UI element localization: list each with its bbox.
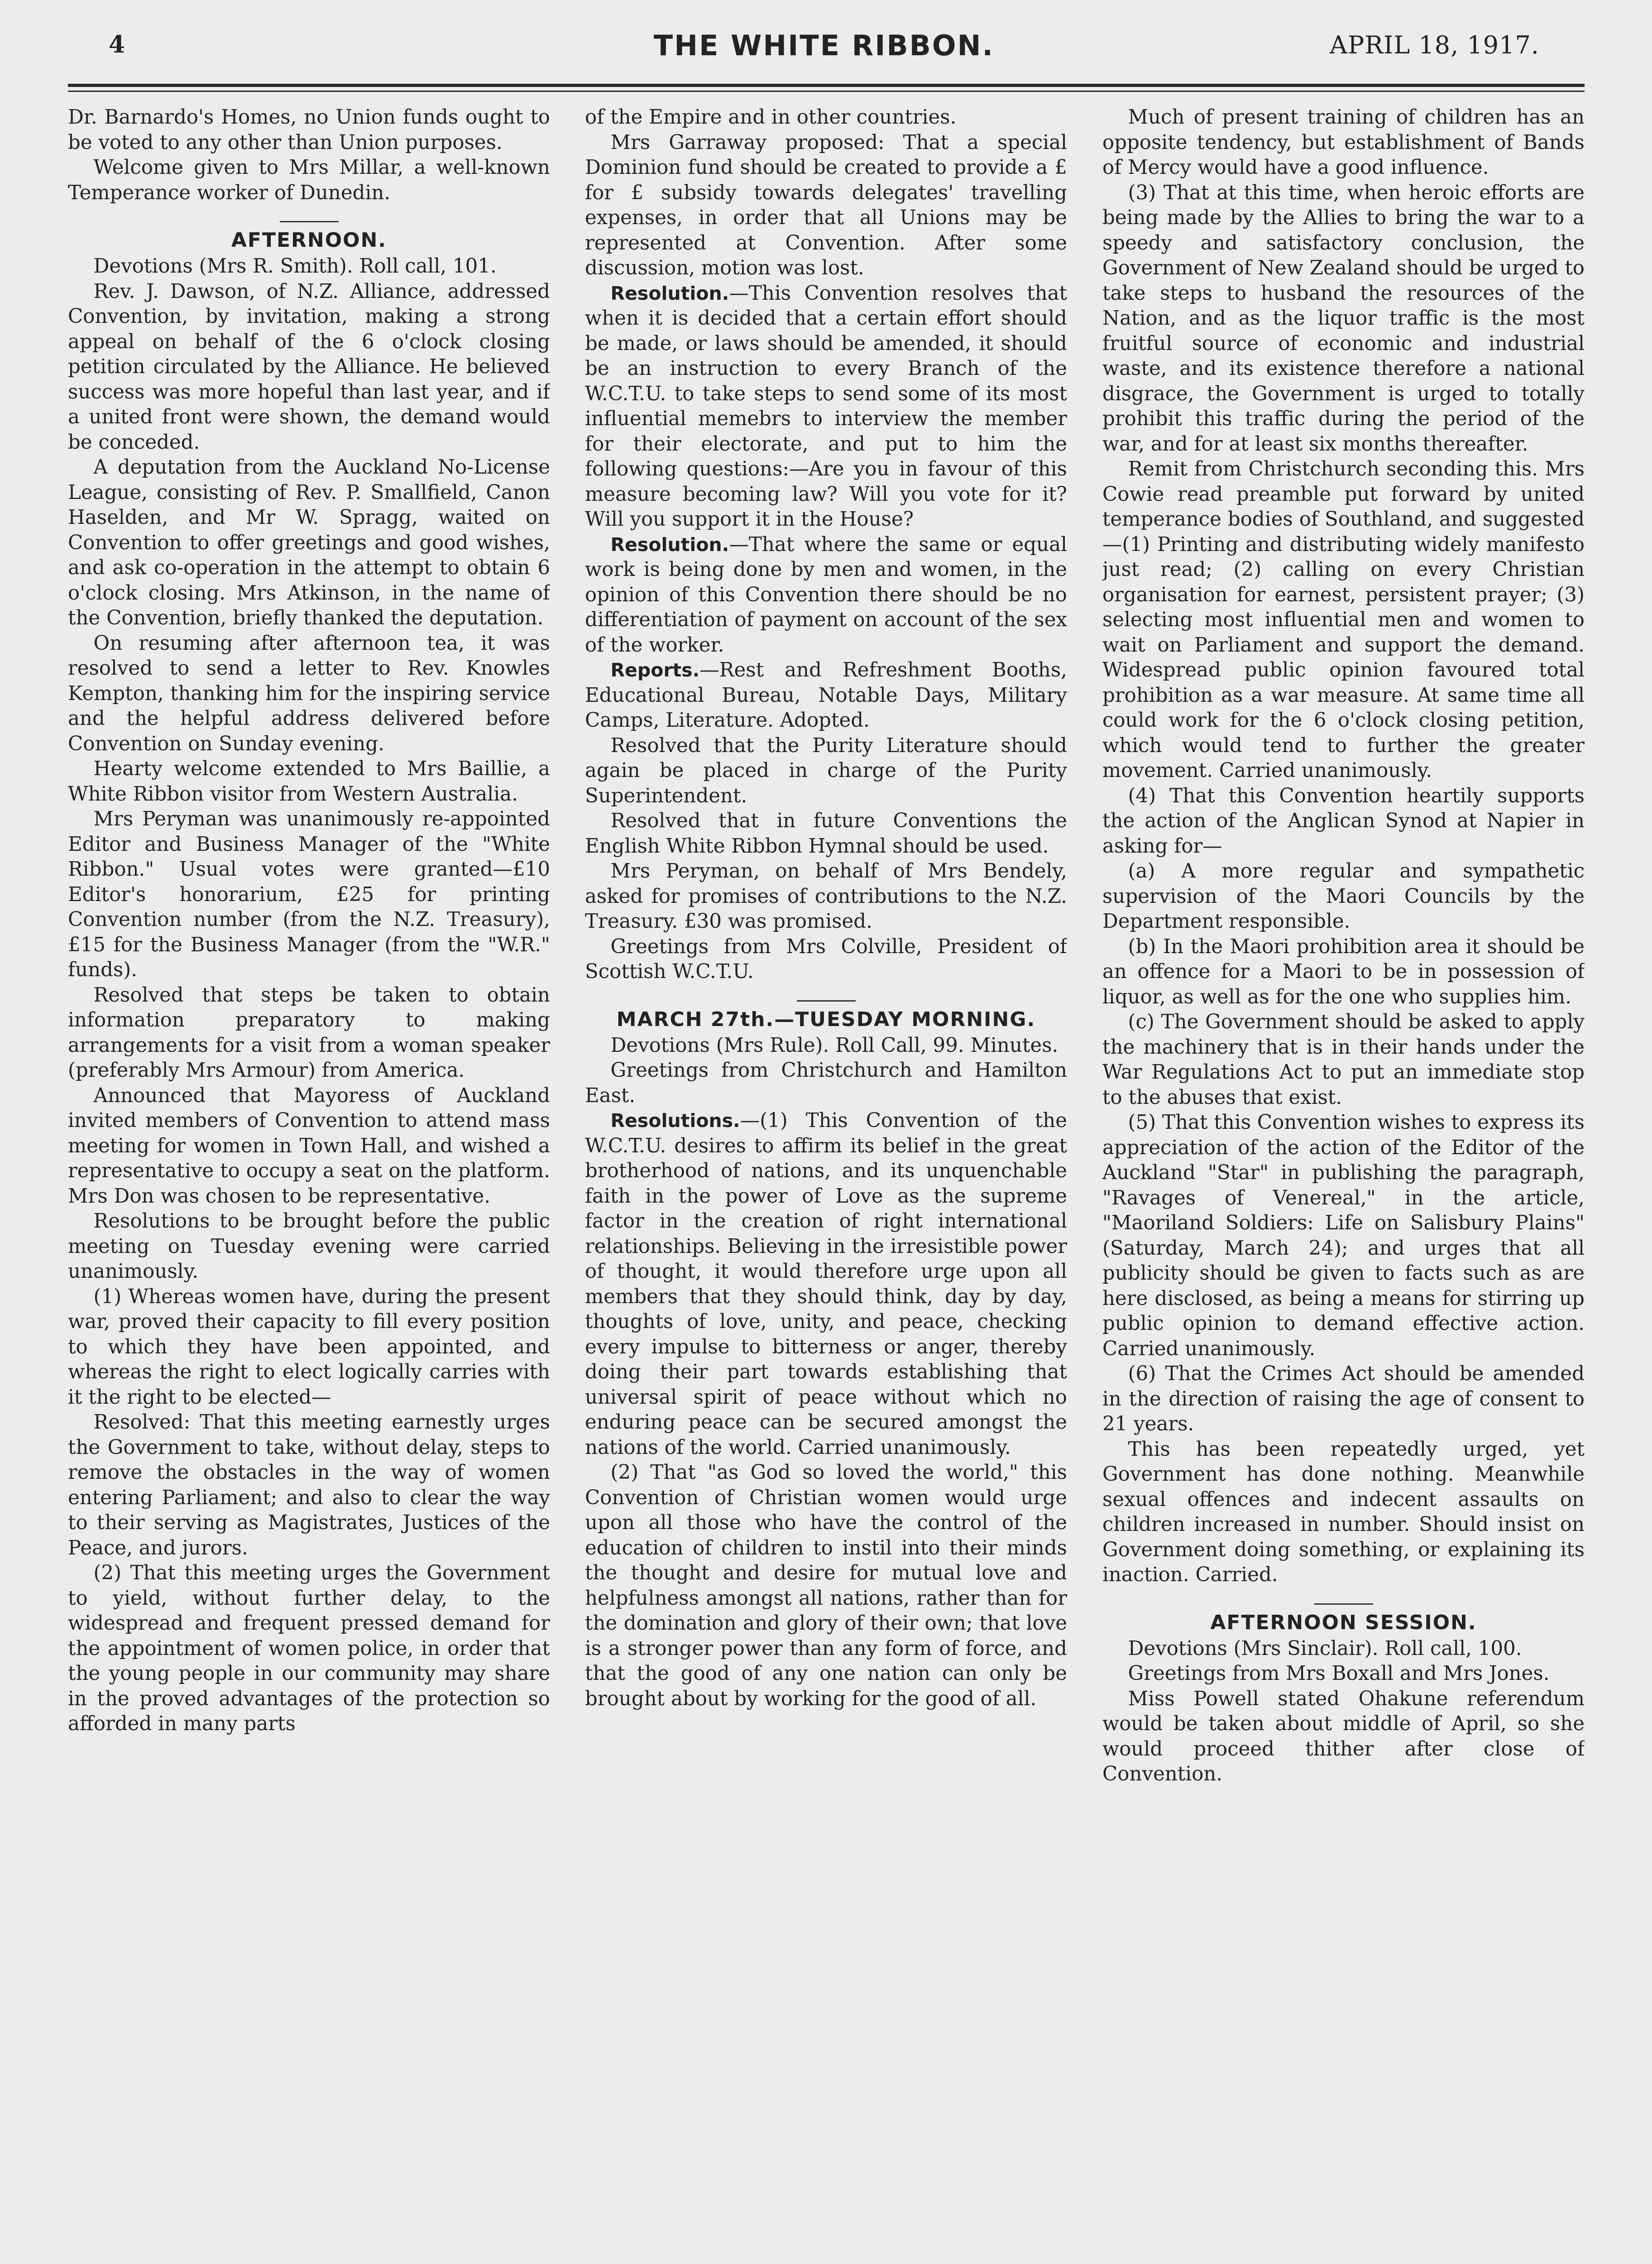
section-heading: AFTERNOON. xyxy=(231,229,387,252)
paragraph-text: Devotions (Mrs R. Smith). Roll call, 101. xyxy=(93,255,497,278)
paragraph-text: Devotions (Mrs Rule). Roll Call, 99. Minutes. xyxy=(610,1034,1058,1057)
paragraph xyxy=(1102,1362,1585,1437)
paragraph xyxy=(68,807,550,983)
paragraph xyxy=(68,757,550,807)
paragraph xyxy=(1102,784,1585,859)
section-divider xyxy=(1314,1603,1373,1605)
paragraph-text: (2) That "as God so loved the world," this Convention of Christian women would urge upon all those who have the control of the education of children to instil into their minds the thought and desire for mutual love and helpfulness amongst all nations, rather than for the domination and glory of their own; that love is a stronger power than any form of force, and that the good of any one nation can only be brought about by working for the good of all. xyxy=(585,1461,1067,1710)
paragraph-label: Resolution. xyxy=(610,282,729,304)
paragraph-text: Dr. Barnardo's Homes, no Union funds ought to be voted to any other than Union purposes. xyxy=(68,106,550,154)
column-3 xyxy=(1102,105,1585,2233)
paragraph-text: Announced that Mayoress of Auckland invited members of Convention to attend mass meeting for women in Town Hall, and wished a representative to occupy a seat on the platform. Mrs Don was chosen to be representative. xyxy=(68,1084,550,1208)
paragraph-text: (c) The Government should be asked to apply the machinery that is in their hands under the War Regulations Act to put an immediate stop to the abuses that exist. xyxy=(1102,1011,1585,1109)
paragraph xyxy=(585,130,1067,281)
paragraph xyxy=(1102,181,1585,457)
paragraph-text: Greetings from Christchurch and Hamilton East. xyxy=(585,1059,1067,1107)
paragraph xyxy=(585,859,1067,935)
paragraph xyxy=(1102,1437,1585,1588)
paragraph xyxy=(585,809,1067,859)
paragraph-text: —That where the same or equal work is being done by men and women, in the opinion of this Convention there should be no differentiation of payment on account of the sex of the worker. xyxy=(585,533,1067,657)
paragraph xyxy=(585,935,1067,985)
paragraph-text: Resolutions to be brought before the public meeting on Tuesday evening were carried unanimously. xyxy=(68,1210,550,1283)
paragraph-text: (1) Whereas women have, during the present war, proved their capacity to fill every position to which they have been appointed, and whereas the right to elect logically carries with it the right to be elected— xyxy=(68,1285,550,1409)
paragraph-text: Resolved that steps be taken to obtain information preparatory to making arrangements for a visit from a woman speaker (preferably Mrs Armour) from America. xyxy=(68,983,550,1082)
paragraph-text: Remit from Christchurch seconding this. Mrs Cowie read preamble put forward by united temperance bodies of Southland, and suggested—(1) Printing and distributing widely manifesto just read; (2) calling on every Christian organisation for earnest, persistent prayer; (3) selecting most influential men and women to wait on Parliament and support the demand. Widespread public opinion favoured total prohibition as a war measure. At same time all could work for the 6 o'clock closing petition, which would tend to further the greater movement. Carried unanimously. xyxy=(1102,458,1585,782)
paragraph xyxy=(585,1108,1067,1460)
paragraph-text: Resolved: That this meeting earnestly urges the Government to take, without delay, steps to remove the obstacles in the way of women entering Parliament; and also to clear the way to their serving as Magistrates, Justices of the Peace, and jurors. xyxy=(68,1411,550,1559)
header-rule-thick xyxy=(68,84,1585,87)
paragraph xyxy=(68,279,550,456)
issue-date: APRIL 18, 1917. xyxy=(1330,31,1539,59)
paragraph-text: (b) In the Maori prohibition area it should be an offence for a Maori to be in possession of liquor, as well as for the one who supplies him. xyxy=(1102,935,1585,1008)
paragraph-text: (6) That the Crimes Act should be amended in the direction of raising the age of consent to 21 years. xyxy=(1102,1362,1585,1435)
paragraph-text: Miss Powell stated Ohakune referendum would be taken about middle of April, so she would proceed thither after close of Convention. xyxy=(1102,1687,1585,1785)
paragraph-text: (4) That this Convention heartily supports the action of the Anglican Synod at Napier in asking for— xyxy=(1102,784,1585,858)
paragraph xyxy=(585,281,1067,532)
paragraph-text: Mrs Peryman, on behalf of Mrs Bendely, asked for promises of contributions to the N.Z. Treasury. £30 was promised. xyxy=(585,860,1067,933)
paragraph xyxy=(585,105,1067,130)
column-1 xyxy=(68,105,550,2233)
paragraph xyxy=(1102,1687,1585,1787)
paragraph-label: Resolutions. xyxy=(610,1110,740,1132)
paragraph xyxy=(68,155,550,206)
paragraph-text: Devotions (Mrs Sinclair). Roll call, 100. xyxy=(1128,1637,1522,1660)
paragraph xyxy=(1102,859,1585,935)
paragraph-text: (a) A more regular and sympathetic supervision of the Maori Councils by the Department responsible. xyxy=(1102,860,1585,933)
paragraph xyxy=(68,455,550,631)
section-divider xyxy=(797,1000,856,1002)
paragraph xyxy=(585,532,1067,658)
paragraph-text: —This Convention resolves that when it is decided that a certain effort should be made, or laws should be amended, it should be an instruction to every Branch of the W.C.T.U. to take steps to send some of its most influential memebrs to interview the member for their electorate, and put to him the following questions:—Are you in favour of this measure becoming law? Will you vote for it? Will you support it in the House? xyxy=(585,282,1067,531)
paragraph xyxy=(1102,1010,1585,1110)
paragraph xyxy=(585,658,1067,734)
paragraph-text: (2) That this meeting urges the Government to yield, without further delay, to the widespread and frequent pressed demand for the appointment of women police, in order that the young people in our community may share in the proved advantages of the protection so afforded in many parts xyxy=(68,1562,550,1735)
paragraph-text: Resolved that in future Conventions the English White Ribbon Hymnal should be used. xyxy=(585,810,1067,858)
paragraph-label: Reports. xyxy=(610,659,700,681)
paragraph-text: On resuming after afternoon tea, it was resolved to send a letter to Rev. Knowles Kempton, thanking him for the inspiring service and the helpful address delivered before Convention on Sunday evening. xyxy=(68,632,550,755)
paragraph-text: —(1) This Convention of the W.C.T.U. desires to affirm its belief in the great brotherhood of nations, and its unquenchable faith in the power of Love as the supreme factor in the creation of right international relationships. Believing in the irresistible power of thought, it would therefore urge upon all members that they should think, day by day, thoughts of love, unity, and peace, checking every impulse to bitterness or anger, thereby doing their part towards establishing that universal spirit of peace without which no enduring peace can be secured amongst the nations of the world. Carried unanimously. xyxy=(585,1109,1067,1459)
paragraph-text: Mrs Garraway proposed: That a special Dominion fund should be created to provide a £ for £ subsidy towards delegates' travelling expenses, in order that all Unions may be represented at Convention. After some discussion, motion was lost. xyxy=(585,131,1067,279)
paragraph xyxy=(1102,105,1585,181)
paragraph-text: (3) That at this time, when heroic efforts are being made by the Allies to bring the war to a speedy and satisfactory conclusion, the Government of New Zealand should be urged to take steps to husband the resources of the Nation, and as the liquor traffic is the most fruitful source of economic and industrial waste, and its existence therefore a national disgrace, the Government is urged to totally prohibit this traffic during the period of the war, and for at least six months thereafter. xyxy=(1102,181,1585,456)
paragraph xyxy=(68,983,550,1084)
paragraph-text: Mrs Peryman was unanimously re-appointed Editor and Business Manager of the "White Ribbon." Usual votes were granted—£10 Editor's honorarium, £25 for printing Convention number (from the N.Z. Treasury), £15 for the Business Manager (from the "W.R." funds). xyxy=(68,808,550,981)
paragraph-text: A deputation from the Auckland No-License League, consisting of Rev. P. Smallfield, Canon Haselden, and Mr W. Spragg, waited on Convention to offer greetings and good wishes, and ask co-operation in the attempt to obtain 6 o'clock closing. Mrs Atkinson, in the name of the Convention, briefly thanked the deputation. xyxy=(68,456,550,629)
paragraph-text: Welcome given to Mrs Millar, a well-known Temperance worker of Dunedin. xyxy=(68,156,550,204)
paragraph xyxy=(68,1561,550,1737)
paragraph xyxy=(68,1410,550,1561)
page-number: 4 xyxy=(109,31,125,58)
section-heading: AFTERNOON SESSION. xyxy=(1210,1611,1477,1634)
paragraph xyxy=(68,1084,550,1209)
section-heading: MARCH 27th.—TUESDAY MORNING. xyxy=(616,1007,1036,1031)
paragraph-text: Hearty welcome extended to Mrs Baillie, a White Ribbon visitor from Western Australia. xyxy=(68,758,550,806)
page-header xyxy=(109,27,1539,68)
paragraph-text: (5) That this Convention wishes to express its appreciation of the action of the Editor of the Auckland "Star" in publishing the paragraph, "Ravages of Venereal," in the article, "Maoriland Soldiers: Life on Salisbury Plains" (Saturday, March 24); and urges that all publicity should be given to facts such as are here disclosed, as being a means for stirring up public opinion to demand effective action. Carried unanimously. xyxy=(1102,1111,1585,1360)
paragraph xyxy=(1102,1661,1585,1687)
paragraph-label: Resolution. xyxy=(610,533,729,556)
paragraph-text: of the Empire and in other countries. xyxy=(585,106,957,129)
paragraph xyxy=(1102,1636,1585,1662)
paragraph xyxy=(68,1209,550,1285)
column-2 xyxy=(585,105,1067,2233)
paragraph-text: Greetings from Mrs Boxall and Mrs Jones. xyxy=(1128,1662,1550,1685)
header-rule-thin xyxy=(68,91,1585,92)
paragraph xyxy=(585,1033,1067,1059)
paragraph-text: Greetings from Mrs Colville, President of Scottish W.C.T.U. xyxy=(585,935,1067,983)
section-divider xyxy=(280,221,339,222)
paragraph xyxy=(585,1058,1067,1108)
paragraph xyxy=(1102,1110,1585,1362)
paragraph xyxy=(1102,935,1585,1010)
paragraph xyxy=(68,254,550,279)
paragraph-text: Rev. J. Dawson, of N.Z. Alliance, addressed Convention, by invitation, making a strong appeal on behalf of the 6 o'clock closing petition circulated by the Alliance. He believed success was more hopeful than last year, and if a united front were shown, the demand would be conceded. xyxy=(68,280,550,454)
paragraph xyxy=(68,1285,550,1410)
paragraph-text: This has been repeatedly urged, yet Government has done nothing. Meanwhile sexual offences and indecent assaults on children increased in number. Should insist on Government doing something, or explaining its inaction. Carried. xyxy=(1102,1438,1585,1586)
paragraph xyxy=(585,734,1067,809)
paragraph-text: —Rest and Refreshment Booths, Educational Bureau, Notable Days, Military Camps, Literature. Adopted. xyxy=(585,659,1067,732)
paragraph-text: Much of present training of children has an opposite tendency, but establishment of Bands of Mercy would have a good influence. xyxy=(1102,106,1585,179)
paragraph xyxy=(585,1460,1067,1712)
masthead-title: THE WHITE RIBBON. xyxy=(653,29,995,62)
paragraph xyxy=(1102,457,1585,784)
paragraph xyxy=(68,105,550,155)
paragraph-text: Resolved that the Purity Literature should again be placed in charge of the Purity Superintendent. xyxy=(585,734,1067,807)
paragraph xyxy=(68,631,550,757)
